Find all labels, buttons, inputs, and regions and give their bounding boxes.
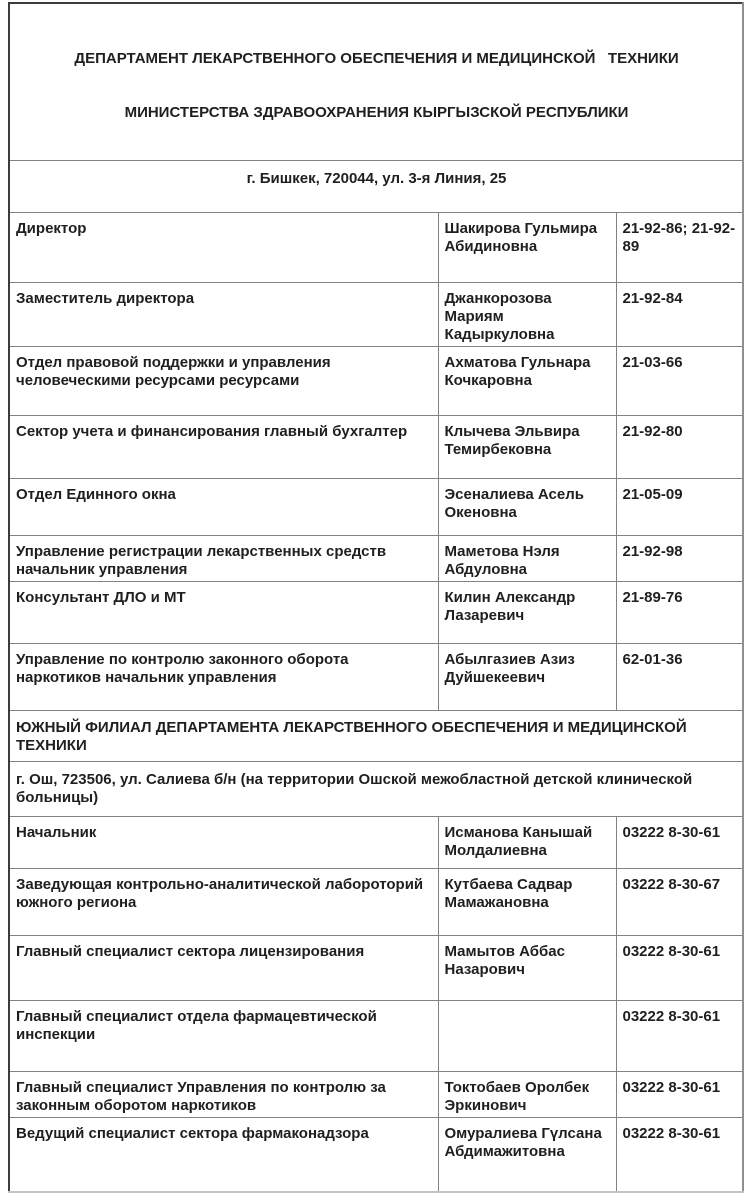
contact-row xyxy=(9,582,743,644)
position-cell: Отдел правовой поддержки и управления человеческими ресурсами ресурсами xyxy=(9,347,438,416)
contact-row xyxy=(9,1001,743,1072)
org-title-cell xyxy=(9,3,743,161)
org-title-line1: ДЕПАРТАМЕНТ ЛЕКАРСТВЕННОГО ОБЕСПЕЧЕНИЯ И МЕДИЦИНСКОЙ ТЕХНИКИ xyxy=(74,50,679,67)
south-branch-address: г. Ош, 723506, ул. Салиева б/н (на территории Ошской межобластной детской клинической больницы) xyxy=(9,762,743,817)
name-cell: Абылгазиев Азиз Дуйшекеевич xyxy=(438,644,616,711)
position-cell: Отдел Единного окна xyxy=(9,479,438,536)
contact-row xyxy=(9,869,743,936)
name-cell: Ахматова Гульнара Кочкаровна xyxy=(438,347,616,416)
position-cell: Главный специалист сектора лицензирования xyxy=(9,936,438,1001)
contact-row xyxy=(9,283,743,347)
phone-cell: 03222 8-30-61 xyxy=(616,936,743,1001)
phone-cell: 21-92-86; 21-92-89 xyxy=(616,213,743,283)
name-cell: Мамытов Аббас Назарович xyxy=(438,936,616,1001)
position-cell: Директор xyxy=(9,213,438,283)
phone-cell: 21-92-84 xyxy=(616,283,743,347)
name-cell xyxy=(438,1001,616,1072)
position-cell: Начальник xyxy=(9,817,438,869)
name-cell: Кутбаева Садвар Мамажановна xyxy=(438,869,616,936)
phone-cell: 21-05-09 xyxy=(616,479,743,536)
phone-cell: 62-01-36 xyxy=(616,644,743,711)
name-cell: Клычева Эльвира Темирбековна xyxy=(438,416,616,479)
head-office-address-row xyxy=(9,161,743,213)
contact-row xyxy=(9,644,743,711)
contact-row xyxy=(9,479,743,536)
position-cell: Сектор учета и финансирования главный бухгалтер xyxy=(9,416,438,479)
name-cell: Омуралиева Гүлсана Абдимажитовна xyxy=(438,1118,616,1192)
contact-row xyxy=(9,817,743,869)
contact-row xyxy=(9,347,743,416)
contact-row xyxy=(9,936,743,1001)
name-cell: Эсеналиева Асель Океновна xyxy=(438,479,616,536)
phone-cell: 03222 8-30-61 xyxy=(616,1001,743,1072)
name-cell: Килин Александр Лазаревич xyxy=(438,582,616,644)
org-title-line2: МИНИСТЕРСТВА ЗДРАВООХРАНЕНИЯ КЫРГЫЗСКОЙ РЕСПУБЛИКИ xyxy=(124,104,629,121)
contact-row xyxy=(9,416,743,479)
phone-cell: 03222 8-30-61 xyxy=(616,817,743,869)
contact-row xyxy=(9,1072,743,1118)
position-cell: Главный специалист отдела фармацевтической инспекции xyxy=(9,1001,438,1072)
phone-cell: 21-89-76 xyxy=(616,582,743,644)
position-cell: Главный специалист Управления по контролю за законным оборотом наркотиков xyxy=(9,1072,438,1118)
position-cell: Управление регистрации лекарственных средств начальник управления xyxy=(9,536,438,582)
phone-cell: 03222 8-30-67 xyxy=(616,869,743,936)
contact-row xyxy=(9,213,743,283)
position-cell: Консультант ДЛО и МТ xyxy=(9,582,438,644)
name-cell: Джанкорозова Мариям Кадыркуловна xyxy=(438,283,616,347)
south-branch-title-row xyxy=(9,711,743,762)
head-office-address: г. Бишкек, 720044, ул. 3-я Линия, 25 xyxy=(9,161,743,213)
name-cell: Шакирова Гульмира Абидиновна xyxy=(438,213,616,283)
name-cell: Маметова Нэля Абдуловна xyxy=(438,536,616,582)
position-cell: Заведующая контрольно-аналитической лабороторий южного региона xyxy=(9,869,438,936)
position-cell: Управление по контролю законного оборота наркотиков начальник управления xyxy=(9,644,438,711)
position-cell: Заместитель директора xyxy=(9,283,438,347)
name-cell: Исманова Канышай Молдалиевна xyxy=(438,817,616,869)
org-title-row xyxy=(9,3,743,161)
contacts-table xyxy=(8,2,744,1193)
phone-cell: 03222 8-30-61 xyxy=(616,1118,743,1192)
phone-cell: 21-92-98 xyxy=(616,536,743,582)
contact-row xyxy=(9,1118,743,1192)
south-branch-address-row xyxy=(9,762,743,817)
phone-cell: 21-92-80 xyxy=(616,416,743,479)
south-branch-title: ЮЖНЫЙ ФИЛИАЛ ДЕПАРТАМЕНТА ЛЕКАРСТВЕННОГО ОБЕСПЕЧЕНИЯ И МЕДИЦИНСКОЙ ТЕХНИКИ xyxy=(9,711,743,762)
name-cell: Токтобаев Оролбек Эркинович xyxy=(438,1072,616,1118)
contact-row xyxy=(9,536,743,582)
phone-cell: 21-03-66 xyxy=(616,347,743,416)
position-cell: Ведущий специалист сектора фармаконадзора xyxy=(9,1118,438,1192)
phone-cell: 03222 8-30-61 xyxy=(616,1072,743,1118)
